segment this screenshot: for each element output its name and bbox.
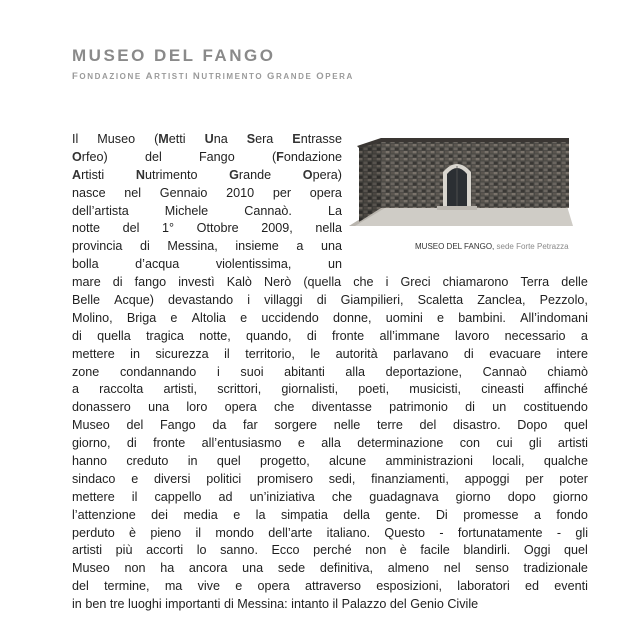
article-line: Artisti Nutrimento Grande Opera) <box>72 167 342 182</box>
article-line: l’attenzione dei media e la simpatia della gente. Di promesse a fondo <box>72 507 588 522</box>
subtitle-word: NUTRIMENTO <box>192 71 264 82</box>
subtitle-word: ARTISTI <box>145 71 190 82</box>
article-line: Museo del Fango da far sorgere nelle terre del disastro. Dopo quel <box>72 418 588 433</box>
subtitle-word: FONDAZIONE <box>72 71 142 82</box>
article-line: provincia di Messina, insieme a una <box>72 239 342 254</box>
article-line: zone condannando i suoi abitanti alla deportazione, Cannaò chiamò <box>72 364 588 379</box>
article-line: nasce nel Gennaio 2010 per opera <box>72 185 342 200</box>
article-line: giorno, di fronte all’entusiasmo e alla determinazione con cui gli artisti <box>72 436 588 451</box>
article-line: sindaco e diversi politici promisero sedi, finanziamenti, appoggi per poter <box>72 471 588 486</box>
article-line: in ben tre luoghi importanti di Messina: intanto il Palazzo del Genio Civile <box>72 597 479 612</box>
article-line: perduto è pieno il mondo dell’arte italiano. Questo - fortunatamente - gli <box>72 525 588 540</box>
article-line: dell’artista Michele Cannaò. La <box>72 203 342 218</box>
article-line: del termine, ma vive e opera attraverso esposizioni, laboratori ed eventi <box>72 579 588 594</box>
caption-name: MUSEO DEL FANGO, <box>415 242 495 251</box>
subtitle-word: GRANDE <box>266 71 313 82</box>
subtitle-word: OPERA <box>316 71 354 82</box>
article-line: mettere il cappello ad un’iniziativa che guadagnava giorno dopo giorno <box>72 489 588 504</box>
article-body <box>72 131 588 614</box>
article-line: mare di fango investì Kalò Nerò (quella che i Greci chiamarono Terra delle <box>72 275 588 290</box>
article-line: hanno creduto in quel progetto, alcune amministrazioni locali, qualche <box>72 454 588 469</box>
article-line: Molino, Briga e Altolia e uccidendo donne, uomini e bambini. All’indomani <box>72 310 588 325</box>
article-line: di quella tragica notte, quando, di fronte all’immane lavoro necessario a <box>72 328 588 343</box>
page-subtitle <box>72 71 354 82</box>
article-line: artisti più accorti lo sanno. Ecco perché non è facile blandirli. Oggi quel <box>72 543 588 558</box>
article-line: donassero una loro opera che diventasse patrimonio di un costituendo <box>72 400 588 415</box>
article-line: Orfeo) del Fango (Fondazione <box>72 149 342 164</box>
article-line: notte del 1° Ottobre 2009, nella <box>72 221 342 236</box>
caption-location: sede Forte Petrazza <box>496 242 569 251</box>
article-line: Belle Acque) devastando i villaggi di Giampilieri, Scaletta Zanclea, Pezzolo, <box>72 293 588 308</box>
article-line: a raccolta artisti, scrittori, giornalisti, poeti, musicisti, cineasti affinché <box>72 382 588 397</box>
article-line: Museo non ha ancora una sede definitiva, almeno nel senso tradizionale <box>72 561 588 576</box>
article-line: bolla d’acqua violentissima, un <box>72 257 342 272</box>
page-title: MUSEO DEL FANGO <box>72 46 276 65</box>
article-line: mettere in sicurezza il territorio, le autorità parlavano di evacuare intere <box>72 346 588 361</box>
article-line: Il Museo (Metti Una Sera Entrasse <box>72 132 342 146</box>
